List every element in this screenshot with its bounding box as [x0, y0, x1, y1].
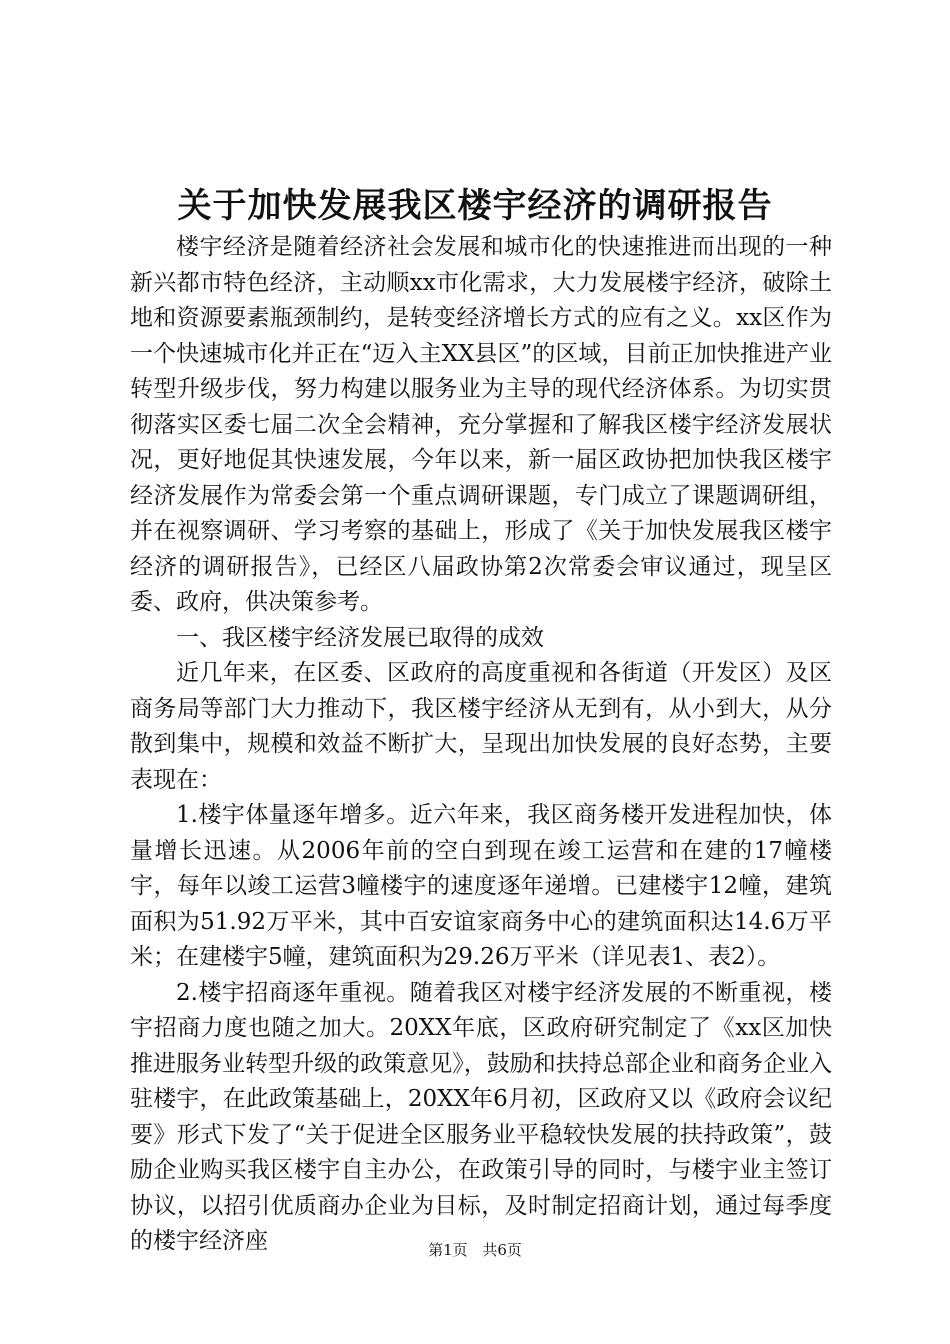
page-total: 共6页 [482, 1241, 522, 1259]
paragraph-item-2: 2.楼宇招商逐年重视。随着我区对楼宇经济发展的不断重视，楼宇招商力度也随之加大。20XX年底，区政府研究制定了《xx区加快推进服务业转型升级的政策意见》，鼓励和扶持总部企业和商务企业入驻楼宇，在此政策基础上，20XX年6月初，区政府又以《政府会议纪要》形式下发了“关于促进全区服务业平稳较快发展的扶持政策”，鼓励企业购买我区楼宇自主办公，在政策引导的同时，与楼宇业主签订协议，以招引优质商办企业为目标，及时制定招商计划，通过每季度的楼宇经济座 [130, 979, 832, 1254]
paragraph-overview: 近几年来，在区委、区政府的高度重视和各街道（开发区）及区商务局等部门大力推动下，我区楼宇经济从无到有，从小到大，从分散到集中，规模和效益不断扩大，呈现出加快发展的良好态势，主要表现在： [130, 660, 832, 793]
page-number: 第1页 [428, 1241, 468, 1259]
paragraph-intro: 楼宇经济是随着经济社会发展和城市化的快速推进而出现的一种新兴都市特色经济，主动顺xx市化需求，大力发展楼宇经济，破除土地和资源要素瓶颈制约，是转变经济增长方式的应有之义。xx区作为一个快速城市化并正在“迈入主XX县区”的区域，目前正加快推进产业转型升级步伐，努力构建以服务业为主导的现代经济体系。为切实贯彻落实区委七届二次全会精神，充分掌握和了解我区楼宇经济发展状况，更好地促其快速发展，今年以来，新一届区政协把加快我区楼宇经济发展作为常委会第一个重点调研课题，专门成立了课题调研组，并在视察调研、学习考察的基础上，形成了《关于加快发展我区楼宇经济的调研报告》，已经区八届政协第2次常委会审议通过，现呈区委、政府，供决策参考。 [130, 234, 832, 615]
page-footer [0, 1240, 950, 1260]
document-title: 关于加快发展我区楼宇经济的调研报告 [177, 186, 773, 226]
section-heading-1: 一、我区楼宇经济发展已取得的成效 [176, 624, 544, 651]
paragraph-item-1: 1.楼宇体量逐年增多。近六年来，我区商务楼开发进程加快，体量增长迅速。从2006年前的空白到现在竣工运营和在建的17幢楼宇，每年以竣工运营3幢楼宇的速度逐年递增。已建楼宇12幢，建筑面积为51.92万平米，其中百安谊家商务中心的建筑面积达14.6万平米；在建楼宇5幢，建筑面积为29.26万平米（详见表1、表2）。 [130, 802, 832, 970]
document-body [130, 230, 832, 1260]
